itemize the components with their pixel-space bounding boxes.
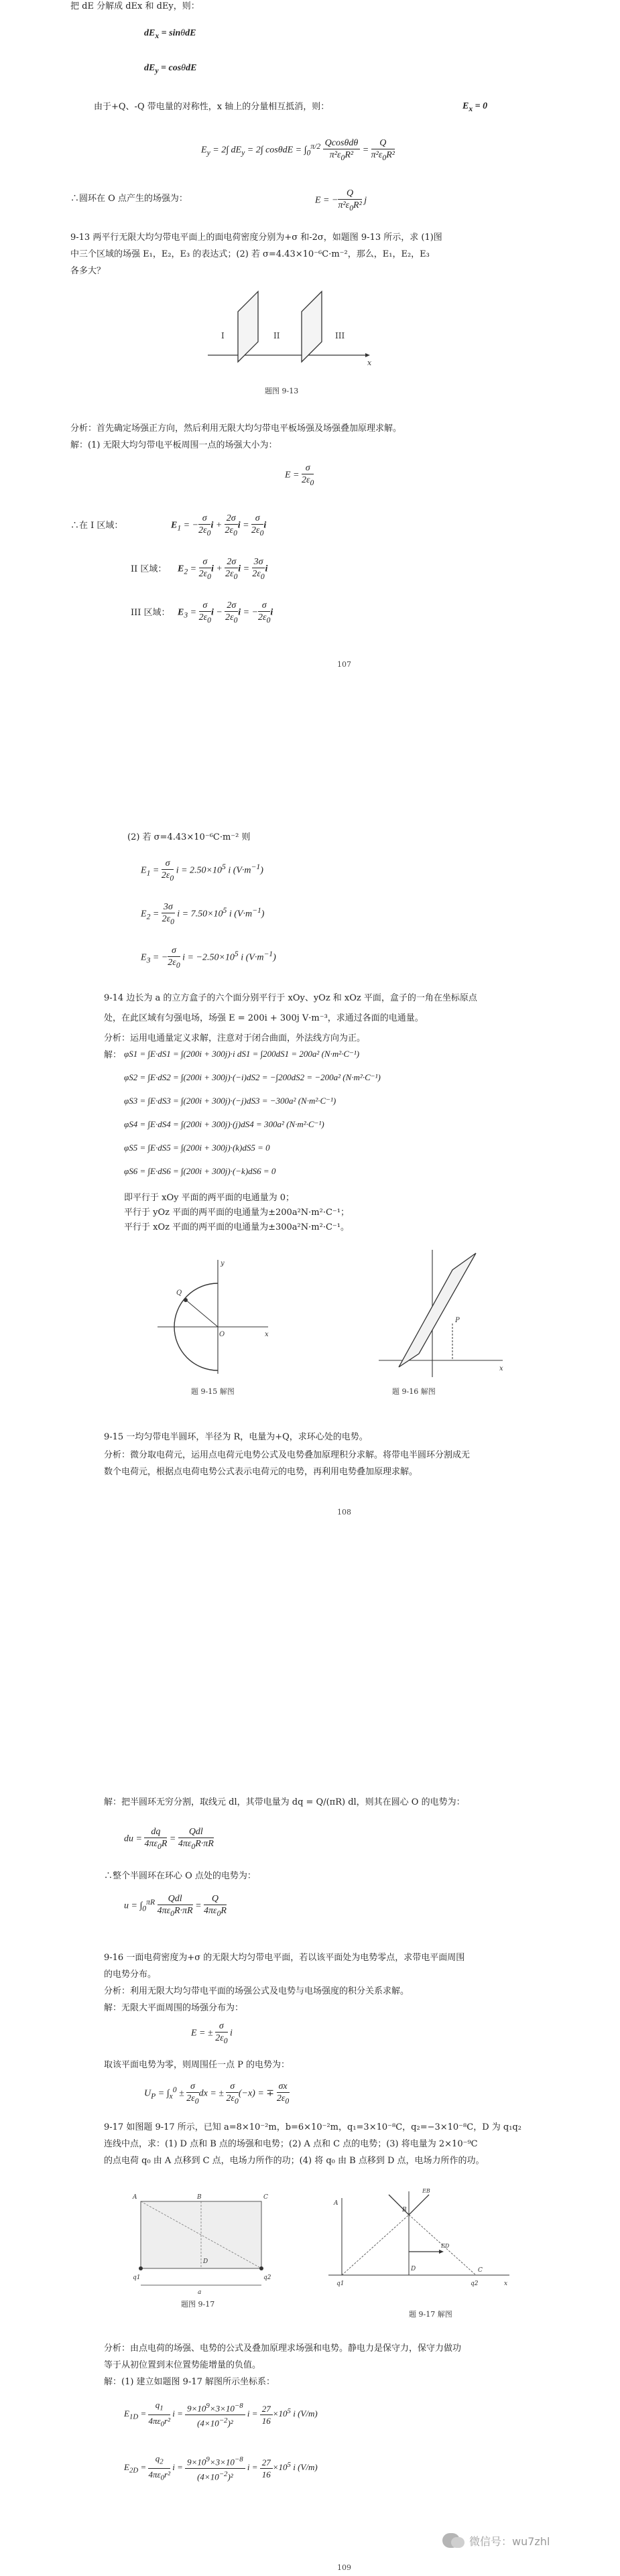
text-sigma-value: (2) 若 σ=4.43×10⁻⁶C·m⁻² 则 xyxy=(127,832,251,842)
text-decompose: 把 dE 分解成 dEx 和 dEy，则： xyxy=(70,1,200,11)
eq-region-3: $E_3$ = $\frac{\sigma}{2\varepsilon_0}$ i − $\frac{2\sigma}{2\varepsilon_0}$ i = − $\frac{\sigma}{2\varepsilon_0}$ i xyxy=(178,600,273,625)
figure-9-13-caption: 题图 9-13 xyxy=(265,387,299,395)
figure-9-13 xyxy=(201,281,375,382)
problem-9-17-line3: 的点电荷 q₀ 由 A 点移到 C 点，电场力所作的功；(4) 将 q₀ 由 B 点移到 D 点，电场力所作的功。 xyxy=(104,2156,485,2166)
problem-9-14-line1: 9-14 边长为 a 的立方盒子的六个面分别平行于 xOy、yOz 和 xOz 平面，盒子的一角在坐标原点 xyxy=(104,993,477,1003)
figure-9-16-caption: 题 9-16 解图 xyxy=(392,1387,436,1396)
svg-text:ED: ED xyxy=(441,2243,450,2249)
region-1-label: ∴在 I 区域： xyxy=(70,521,123,531)
solution-label-9-14: 解： xyxy=(104,1050,122,1060)
fig913-label-x: x xyxy=(367,359,372,367)
note-xoy: 即平行于 xOy 平面的两平面的电通量为 0； xyxy=(124,1193,295,1203)
eq-dEy: $dE_y = \cos\theta dE$ xyxy=(144,63,197,75)
analysis-9-14: 分析：运用电通量定义求解，注意对于闭合曲面，外法线方向为正。 xyxy=(104,1033,366,1043)
fig913-label-III: III xyxy=(335,331,345,340)
page-number-107: 107 xyxy=(337,660,351,669)
svg-text:P: P xyxy=(455,1317,460,1324)
figure-9-17-caption: 题图 9-17 xyxy=(181,2300,215,2309)
eq-plane-field: E = $\frac{\sigma}{2\varepsilon_0}$ xyxy=(285,463,314,487)
svg-text:B: B xyxy=(402,2207,407,2213)
problem-9-15: 9-15 一均匀带电半圆环，半径为 R，电量为+Q，求环心处的电势。 xyxy=(104,1432,368,1442)
figure-9-16-solution xyxy=(359,1243,513,1384)
svg-text:A: A xyxy=(133,2194,137,2201)
eq-du: du = $\frac{dq}{4\pi\varepsilon_0R}$ = $\frac{\text{Qdl}}{4\pi\varepsilon_0R\cdot\pi R}$ xyxy=(124,1827,214,1851)
problem-9-16-line1: 9-16 一面电荷密度为+σ 的无限大均匀带电平面，若以该平面处为电势零点，求带电平面周围 xyxy=(104,1953,465,1963)
analysis-9-13: 分析：首先确定场强正方向，然后利用无限大均匀带电平板场强及场强叠加原理求解。 xyxy=(70,424,402,434)
eq-Ey: $E_y = 2\int$ $dE_y = 2\int$ $\cos\theta dE = \int_0^{\pi/2}$ $\frac{\text{Qcosθdθ}}{\pi^2\varepsilon_0R^2}$ = $\frac{Q}{\pi^2\varepsilon_0R^2}$ xyxy=(201,138,395,162)
page-109 xyxy=(0,1796,620,2576)
flux-s5: φS5 = ∫E·dS5 = ∫(200i + 300j)·(k)dS5 = 0 xyxy=(124,1143,270,1153)
text-ring-field: ∴圆环在 O 点产生的场强为： xyxy=(70,194,188,204)
problem-9-16-line2: 的电势分布。 xyxy=(104,1970,157,1980)
problem-9-14-line2: 处，在此区域有匀强电场，场强 E = 200i + 300j V·m⁻³，求通过各面的电通量。 xyxy=(104,1013,424,1023)
svg-text:C: C xyxy=(478,2267,483,2274)
flux-s3: φS3 = ∫E·dS3 = ∫(200i + 300j)·(−j)dS3 = −300a² (N·m²·C⁻¹) xyxy=(124,1096,336,1106)
text-symmetry: 由于+Q、-Q 带电量的对称性，x 轴上的分量相互抵消，则： xyxy=(94,102,330,112)
eq-Ex: $E_x = 0$ xyxy=(462,101,488,113)
region-3-label: III 区域： xyxy=(131,608,170,618)
figure-9-17 xyxy=(127,2188,288,2295)
svg-text:x: x xyxy=(265,1331,269,1338)
eq-E1-value: $E_1$ = $\frac{\sigma}{2\varepsilon_0}$ $i = 2.50\times 10^5$ i $(V\cdot m^{-1})$ xyxy=(141,858,263,883)
eq-region-1: $E_1$ = − $\frac{\sigma}{2\varepsilon_0}$ i + $\frac{2\sigma}{2\varepsilon_0}$ i = $\frac{\sigma}{2\varepsilon_0}$ i xyxy=(171,513,267,537)
svg-text:q1: q1 xyxy=(336,2280,345,2287)
text-total-potential: ∴整个半圆环在环心 O 点处的电势为： xyxy=(104,1871,256,1881)
eq-E2-value: $E_2$ = $\frac{3\sigma}{2\varepsilon_0}$ $i = 7.50\times 10^5$ i $(V\cdot m^{-1})$ xyxy=(141,902,265,926)
flux-s4: φS4 = ∫E·dS4 = ∫(200i + 300j)·(j)dS4 = 300a² (N·m²·C⁻¹) xyxy=(124,1119,324,1129)
svg-text:q2: q2 xyxy=(263,2274,271,2281)
eq-E-ring: E = − $\frac{Q}{\pi^2\varepsilon_0R^2}$ j xyxy=(315,188,367,212)
svg-text:O: O xyxy=(219,1331,225,1338)
page-108 xyxy=(0,831,620,1702)
problem-9-17-line2: 连线中点，求：(1) D 点和 B 点的场强和电势；(2) A 点和 C 点的电势；(3) 将电量为 2×10⁻⁹C xyxy=(104,2139,478,2149)
eq-up: $U_P = \int_x^0$ ± $\frac{\sigma}{2\varepsilon_0}$ dx = ± $\frac{\sigma}{2\varepsilon_0}$ (−x) = ∓ $\frac{\sigma x}{2\varepsilon_0}$ xyxy=(144,2081,290,2106)
problem-9-17-line1: 9-17 如图题 9-17 所示，已知 a=8×10⁻²m，b=6×10⁻²m，q₁=3×10⁻⁸C，q₂=−3×10⁻⁸C，D 为 q₁q₂ xyxy=(104,2122,521,2132)
eq-field-plane: E = ± $\frac{\sigma}{2\varepsilon_0}$ i xyxy=(191,2021,233,2045)
note-xoz: 平行于 xOz 平面的两平面的电通量为±300a²N·m²·C⁻¹。 xyxy=(124,1222,349,1232)
svg-text:x: x xyxy=(499,1365,503,1372)
svg-text:EB: EB xyxy=(422,2188,430,2194)
solution-9-17: 解：(1) 建立如题图 9-17 解图所示坐标系： xyxy=(104,2377,275,2387)
svg-text:Q: Q xyxy=(176,1289,182,1297)
svg-text:a: a xyxy=(198,2289,202,2295)
eq-E3-value: $E_3$ = − $\frac{\sigma}{2\varepsilon_0}$ $i = -2.50\times 10^5$ i $(V\cdot m^{-1})$ xyxy=(141,946,276,970)
problem-9-13-line1: 9-13 两平行无限大均匀带电平面上的面电荷密度分别为+σ 和-2σ，如题图 9-13 所示，求 (1)图 xyxy=(70,233,442,243)
fig913-label-II: II xyxy=(273,331,280,340)
wechat-icon xyxy=(442,2533,460,2548)
analysis-9-17-line1: 分析：由点电荷的场强、电势的公式及叠加原理求场强和电势。静电力是保守力，保守力做功 xyxy=(104,2343,462,2354)
note-yoz: 平行于 yOz 平面的两平面的电通量为±200a²N·m²·C⁻¹； xyxy=(124,1208,349,1218)
fig913-label-I: I xyxy=(221,331,225,340)
eq-dEx: $dE_x = \sin\theta dE$ xyxy=(144,28,196,40)
page-number-109: 109 xyxy=(337,2563,351,2572)
svg-text:A: A xyxy=(334,2200,338,2207)
svg-text:x: x xyxy=(504,2280,508,2287)
figure-9-15-caption: 题 9-15 解图 xyxy=(191,1387,235,1396)
figure-9-17-solution-caption: 题 9-17 解图 xyxy=(409,2310,452,2319)
figure-9-17-solution xyxy=(322,2185,516,2302)
page-107 xyxy=(0,0,620,670)
figure-9-15-solution xyxy=(144,1253,278,1380)
analysis-9-17-line2: 等于从初位置到末位置势能增量的负值。 xyxy=(104,2360,261,2370)
solution-9-13: 解：(1) 无限大均匀带电平板周围一点的场强大小为： xyxy=(70,440,277,450)
text-point-p: 取该平面电势为零，则周围任一点 P 的电势为： xyxy=(104,2060,290,2070)
eq-E2D: $E_{2D}$ = $\frac{q_2}{4\pi\varepsilon_0r^2}$ i = $\frac{9\times 10^9\times 3\times 10^{-8}}{(4\times 10^{-2})^2}$ i = $\frac{27}{16}$ $\times 10^5$ i (V/m) xyxy=(124,2453,318,2482)
svg-text:y: y xyxy=(221,1260,225,1267)
analysis-9-16: 分析：利用无限大均匀带电平面的场强公式及电势与电场强度的积分关系求解。 xyxy=(104,1986,410,1996)
eq-u: $u = \int_0^{\pi R}$ $\frac{\text{Qdl}}{4\pi\varepsilon_0R\cdot\pi R}$ = $\frac{Q}{4\pi\varepsilon_0R}$ xyxy=(124,1894,227,1918)
svg-text:q1: q1 xyxy=(133,2274,141,2281)
solution-9-16: 解：无限大平面周围的场强分布为： xyxy=(104,2003,244,2013)
svg-text:B: B xyxy=(197,2194,202,2201)
eq-region-2: $E_2$ = $\frac{\sigma}{2\varepsilon_0}$ i + $\frac{2\sigma}{2\varepsilon_0}$ i = $\frac{3\sigma}{2\varepsilon_0}$ i xyxy=(178,557,268,581)
svg-text:D: D xyxy=(411,2266,416,2272)
solution-9-15: 解：把半圆环无穷分割，取线元 dl，其带电量为 dq = Q/(πR) dl，则其在圆心 O 的电势为： xyxy=(104,1797,465,1807)
flux-s1: φS1 = ∫E·dS1 = ∫(200i + 300j)·i dS1 = ∫200dS1 = 200a² (N·m²·C⁻¹) xyxy=(124,1049,360,1059)
wechat-watermark: 微信号：wu7zhl xyxy=(469,2535,550,2548)
eq-E1D: $E_{1D}$ = $\frac{q_1}{4\pi\varepsilon_0r^2}$ i = $\frac{9\times 10^9\times 3\times 10^{-8}}{(4\times 10^{-2})^2}$ i = $\frac{27}{16}$ $\times 10^5$ i (V/m) xyxy=(124,2400,318,2429)
svg-text:q2: q2 xyxy=(471,2280,479,2287)
flux-s6: φS6 = ∫E·dS6 = ∫(200i + 300j)·(−k)dS6 = 0 xyxy=(124,1166,276,1176)
svg-text:C: C xyxy=(263,2194,268,2201)
analysis-9-15-line2: 数个电荷元，根据点电荷电势公式表示电荷元的电势，再利用电势叠加原理求解。 xyxy=(104,1467,418,1477)
region-2-label: II 区域： xyxy=(131,564,167,574)
flux-s2: φS2 = ∫E·dS2 = ∫(200i + 300j)·(−i)dS2 = −∫200dS2 = −200a² (N·m²·C⁻¹) xyxy=(124,1072,381,1082)
problem-9-13-line3: 各多大？ xyxy=(70,266,106,276)
page-number-108: 108 xyxy=(337,1508,351,1517)
analysis-9-15-line1: 分析：微分取电荷元，运用点电荷元电势公式及电势叠加原理积分求解。将带电半圆环分割成无 xyxy=(104,1450,471,1460)
problem-9-13-line2: 中三个区域的场强 E₁，E₂，E₃ 的表达式；(2) 若 σ=4.43×10⁻⁶C·m⁻²，那么，E₁，E₂，E₃ xyxy=(70,249,430,259)
svg-text:D: D xyxy=(203,2258,208,2265)
